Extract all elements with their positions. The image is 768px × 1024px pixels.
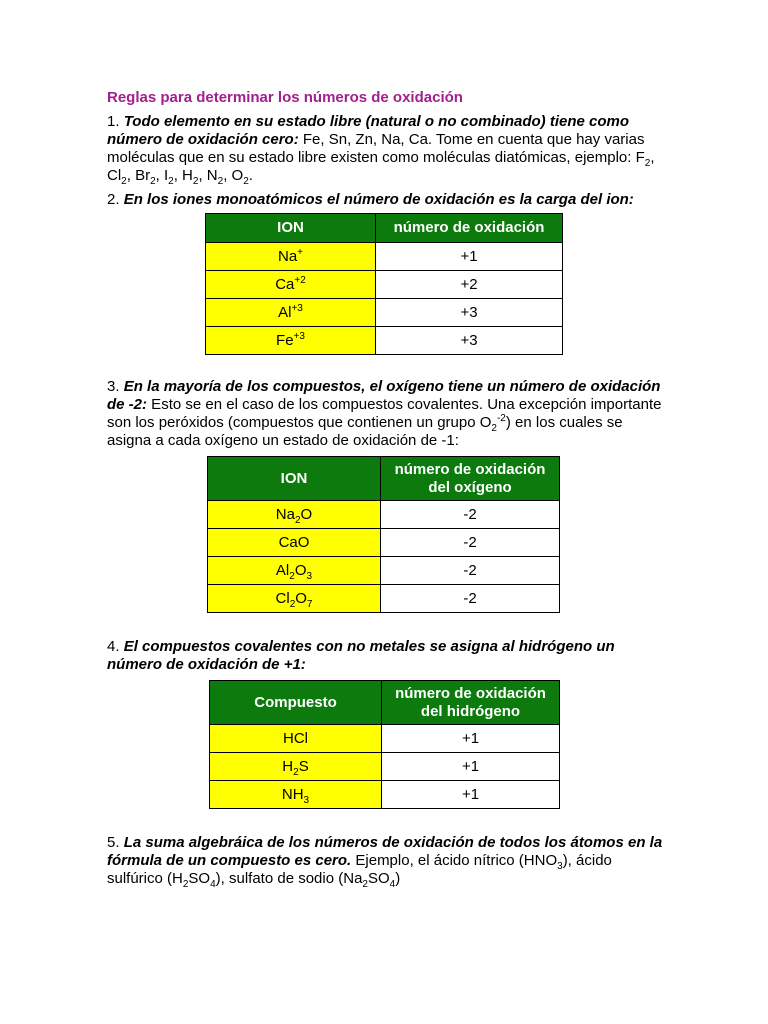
rule-4-number: 4. <box>107 638 120 655</box>
table1-header-oxidation: número de oxidación <box>376 214 563 243</box>
rule-3: 3. En la mayoría de los compuestos, el oxígeno tiene un número de oxidación de -2: Esto se en el caso de los compuestos covalentes. Una excepción importante son los peróxidos (compuestos que contienen un grupo $O_2^{-2}$) en los cuales se asigna a cada oxígeno un estado de oxidación de -1: <box>107 378 662 449</box>
table2-value-cao: -2 <box>381 529 560 557</box>
table1-ion-al: $Al^{+3}$ <box>206 299 376 327</box>
rule-3-text: Esto se en el caso de los compuestos covalentes. Una excepción importante son los peróxidos (compuestos que contienen un grupo O <box>107 396 662 431</box>
table3-header-compound: Compuesto <box>210 681 382 725</box>
rule-1: 1. Todo elemento en su estado libre (natural o no combinado) tiene como número de oxidación cero: Fe, Sn, Zn, Na, Ca. Tome en cuenta que hay varias moléculas que en su estado libre existen como moléculas diatómicas, ejemplo: $F_2$, $Cl_2$, $Br_2$, $I_2$, $H_2$, $N_2$, $O_2$. <box>107 113 655 187</box>
table3-compound-h2s: $H_2S$ <box>210 753 382 781</box>
table3-header-oxidation: número de oxidación del hidrógeno <box>382 681 560 725</box>
table3-value-nh3: +1 <box>382 781 560 809</box>
rule-4-bold: El compuestos covalentes con no metales se asigna al hidrógeno un número de oxidación de +1: <box>107 638 615 673</box>
table2-compound-cl2o7: $Cl_2O_7$ <box>208 585 381 613</box>
rule-2 <box>107 191 667 209</box>
table3-value-hcl: +1 <box>382 725 560 753</box>
rule-4 <box>107 638 667 674</box>
table2-header-oxidation: número de oxidación del oxígeno <box>381 457 560 501</box>
table1-value-ca: +2 <box>376 271 563 299</box>
hydrogen-oxidation-table <box>209 680 560 809</box>
rule-5-text: Ejemplo, el ácido nítrico (HNO <box>351 852 558 869</box>
ion-oxidation-table <box>205 213 563 355</box>
table1-ion-na: Na+ <box>206 243 376 271</box>
rule-5-number: 5. <box>107 834 120 851</box>
rule-1-text: Fe, Sn, Zn, Na, Ca. Tome en cuenta que hay varias moléculas que en su estado libre existen como moléculas diatómicas, ejemplo: F <box>107 131 645 166</box>
rule-2-number: 2. <box>107 191 120 208</box>
table3-compound-hcl: HCl <box>210 725 382 753</box>
table1-ion-ca: $Ca^{+2}$ <box>206 271 376 299</box>
table2-value-al2o3: -2 <box>381 557 560 585</box>
table1-value-fe: +3 <box>376 327 563 355</box>
table2-compound-al2o3: $Al_2O_3$ <box>208 557 381 585</box>
rule-2-bold: En los iones monoatómicos el número de oxidación es la carga del ion: <box>123 191 634 208</box>
table2-header-ion: ION <box>208 457 381 501</box>
table3-compound-nh3: $NH_3$ <box>210 781 382 809</box>
table1-value-na: +1 <box>376 243 563 271</box>
rule-3-number: 3. <box>107 378 120 395</box>
table2-compound-na2o: $Na_2O$ <box>208 501 381 529</box>
oxygen-oxidation-table <box>207 456 560 613</box>
rule-1-bold: Todo elemento en su estado libre (natural o no combinado) tiene como número de oxidación cero: <box>107 113 630 148</box>
table2-value-cl2o7: -2 <box>381 585 560 613</box>
rule-5: 5. La suma algebráica de los números de oxidación de todos los átomos en la fórmula de un compuesto es cero. Ejemplo, el ácido nítrico $(HNO_3)$, ácido sulfúrico $(H_2SO_4)$, sulfato de sodio $(Na_2SO_4)$ <box>107 834 663 890</box>
rule-3-bold: En la mayoría de los compuestos, el oxígeno tiene un número de oxidación de -2: <box>107 378 661 413</box>
table1-value-al: +3 <box>376 299 563 327</box>
table2-compound-cao: CaO <box>208 529 381 557</box>
rule-1-number: 1. <box>107 113 120 130</box>
page-title: Reglas para determinar los números de oxidación <box>107 89 463 106</box>
table1-header-ion: ION <box>206 214 376 243</box>
table2-value-na2o: -2 <box>381 501 560 529</box>
table1-ion-fe: $Fe^{+3}$ <box>206 327 376 355</box>
table3-value-h2s: +1 <box>382 753 560 781</box>
rule-5-bold: La suma algebráica de los números de oxidación de todos los átomos en la fórmula de un compuesto es cero. <box>107 834 663 869</box>
